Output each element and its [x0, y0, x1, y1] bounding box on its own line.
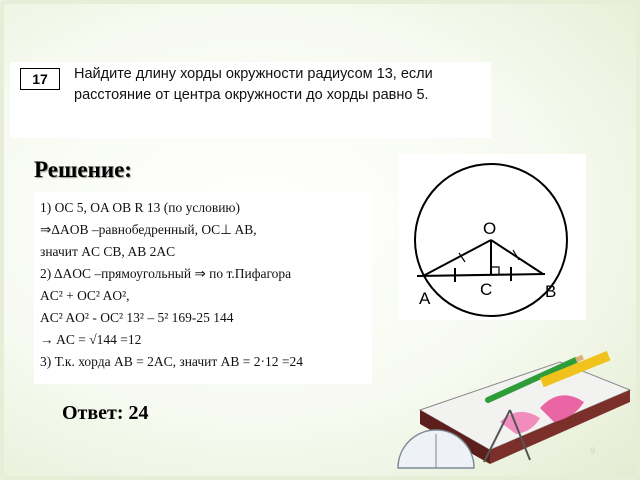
solution-line-4: 2) ΔAOC –прямоугольный ⇒ по т.Пифагора	[40, 266, 292, 281]
label-a: A	[419, 289, 431, 308]
task-number: 17	[20, 68, 60, 90]
books-and-tools-illustration	[380, 350, 635, 480]
chord-ab	[417, 274, 545, 276]
solution-line-7: → AC = √144 =12	[40, 332, 142, 347]
label-o: O	[483, 219, 497, 238]
page-number: 9	[590, 446, 596, 456]
solution-line-2: ⇒ΔAOB –равнобедренный, OC⊥ AB,	[40, 222, 257, 237]
solution-line-1: 1) OC 5, OA OB R 13 (по условию)	[40, 200, 241, 215]
task-text-line-2: расстояние от центра окружности до хорды равно 5.	[74, 87, 429, 103]
solution-line-6: AC² AO² - OC² 13² – 5² 169-25 144	[40, 310, 234, 325]
answer-text: Ответ: 24	[62, 402, 149, 424]
task-text-line-1: Найдите длину хорды окружности радиусом 13, если	[74, 66, 433, 82]
solution-line-8: 3) Т.к. хорда AB = 2AC, значит AB = 2·12 =24	[40, 354, 304, 369]
solution-line-3: значит AC CB, AB 2AC	[40, 244, 176, 259]
label-b: B	[545, 282, 557, 301]
task-text	[74, 64, 489, 106]
pencil-tip-icon	[576, 357, 583, 360]
label-c: C	[480, 280, 493, 299]
solution-title: Решение:	[34, 157, 132, 182]
circle-diagram	[399, 154, 586, 320]
radius-oa	[423, 240, 491, 276]
solution-line-5: AC² + OC² AO²,	[40, 288, 130, 303]
